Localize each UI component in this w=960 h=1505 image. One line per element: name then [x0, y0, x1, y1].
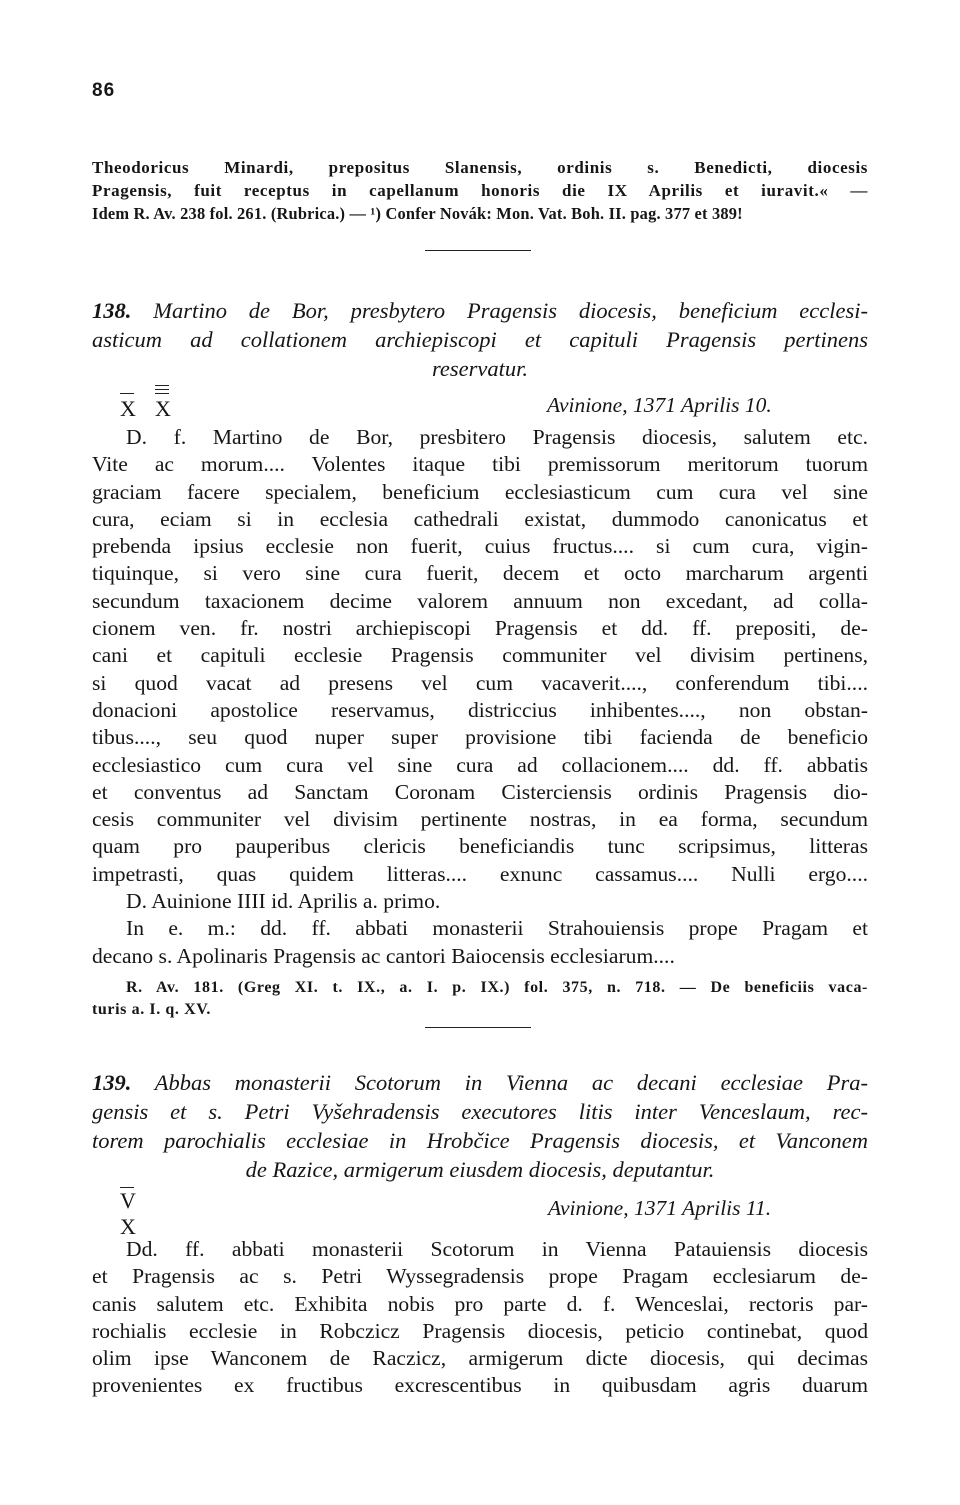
entry-138-siglum-left: X — [120, 396, 136, 421]
siglum-stroke — [155, 393, 169, 394]
body-line: canis salutem etc. Exhibita nobis pro parte d. f. Wenceslai, rectoris par- — [92, 1291, 868, 1316]
top-note-line-2: Pragensis, fuit receptus in capellanum honoris die IX Aprilis et iuravit.« — — [92, 181, 868, 200]
body-line: D. Auinione IIII id. Aprilis a. primo. — [126, 889, 441, 914]
entry-138-heading-line-2: asticum ad collationem archiepiscopi et capituli Pragensis pertinens — [92, 327, 868, 352]
entry-139-heading-line-3: torem parochialis ecclesiae in Hrobčice Pragensis diocesis, et Vanconem — [92, 1128, 868, 1153]
body-line: ecclesiastico cum cura vel sine cura ad collacionem.... dd. ff. abbatis — [92, 752, 868, 777]
body-line: Vite ac morum.... Volentes itaque tibi premissorum meritorum tuorum — [92, 452, 868, 477]
body-line: In e. m.: dd. ff. abbati monasterii Strahouiensis prope Pragam et — [126, 916, 868, 941]
entry-139-siglum-bottom: X — [120, 1214, 136, 1239]
separator-rule — [425, 250, 531, 251]
page-number: 86 — [92, 80, 116, 101]
entry-139-number: 139. — [92, 1070, 132, 1095]
body-line: et conventus ad Sanctam Coronam Cisterciensis ordinis Pragensis dio- — [92, 779, 868, 804]
body-line: secundum taxacionem decime valorem annuum non excedant, ad colla- — [92, 588, 868, 613]
body-line: et Pragensis ac s. Petri Wyssegradensis prope Pragam ecclesiarum de- — [92, 1264, 868, 1289]
entry-139-heading-line-2: gensis et s. Petri Vyšehradensis executores litis inter Venceslaum, rec- — [92, 1099, 868, 1124]
body-line: tibus...., seu quod nuper super provisione tibi facienda de beneficio — [92, 725, 868, 750]
entry-138-heading-line-1 — [92, 296, 868, 325]
siglum-stroke — [120, 393, 134, 394]
separator-rule — [425, 1027, 531, 1028]
body-line: olim ipse Wanconem de Raczicz, armigerum dicte diocesis, qui decimas — [92, 1346, 868, 1371]
body-line: rochialis ecclesie in Robczicz Pragensis diocesis, peticio continebat, quod — [92, 1318, 868, 1343]
entry-138-number: 138. — [92, 298, 132, 323]
body-line: quam pro pauperibus clericis beneficiandis tunc scripsimus, litteras — [92, 834, 868, 859]
entry-138-dateline: Avinione, 1371 Aprilis 10. — [547, 393, 772, 417]
body-line: provenientes ex fructibus excrescentibus in quibusdam agris duarum — [92, 1373, 868, 1398]
body-line: prebenda ipsius ecclesie non fuerit, cuius fructus.... si cum cura, vigin- — [92, 534, 868, 559]
entry-139-heading-line-1 — [92, 1068, 868, 1097]
body-line: cionem ven. fr. nostri archiepiscopi Pragensis et dd. ff. prepositi, de- — [92, 616, 868, 641]
body-line: si quod vacat ad presens vel cum vacaverit...., conferendum tibi.... — [92, 670, 868, 695]
body-line: tiquinque, si vero sine cura fuerit, decem et octo marcharum argenti — [92, 561, 868, 586]
body-line: D. f. Martino de Bor, presbitero Pragensis diocesis, salutem etc. — [126, 425, 868, 449]
entry-139-body — [92, 1236, 868, 1400]
top-note-line-1: Theodoricus Minardi, prepositus Slanensis, ordinis s. Benedicti, diocesis — [92, 158, 868, 177]
body-line: cesis communiter vel divisim pertinente nostras, in ea forma, secundum — [92, 807, 868, 832]
entry-139-dateline: Avinione, 1371 Aprilis 11. — [548, 1196, 772, 1220]
entry-138-source-note-line-2: turis a. I. q. XV. — [92, 1001, 211, 1018]
entry-138-heading-text-1: Martino de Bor, presbytero Pragensis diocesis, beneficium ecclesi- — [153, 298, 869, 323]
body-line: Dd. ff. abbati monasterii Scotorum in Vienna Patauiensis diocesis — [126, 1237, 868, 1261]
top-note-line-3: Idem R. Av. 238 fol. 261. (Rubrica.) — ¹) Confer Novák: Mon. Vat. Boh. II. pag. 377 et 389! — [92, 204, 743, 223]
entry-138-heading-line-3: reservatur. — [431, 356, 529, 381]
body-line: donacioni apostolice reservamus, districcius inhibentes...., non obstan- — [92, 697, 868, 722]
entry-139-heading-line-4: de Razice, armigerum eiusdem diocesis, deputantur. — [245, 1157, 715, 1182]
entry-138-source-note-line-1: R. Av. 181. (Greg XI. t. IX., a. I. p. IX.) fol. 375, n. 718. — De beneficiis vaca- — [126, 979, 868, 996]
entry-139-siglum-top: V — [120, 1188, 136, 1213]
body-line: impetrasti, quas quidem litteras.... exnunc cassamus.... Nulli ergo.... — [92, 861, 868, 886]
siglum-stroke — [155, 389, 169, 390]
siglum-stroke — [155, 385, 169, 386]
body-line: cura, eciam si in ecclesia cathedrali existat, dummodo canonicatus et — [92, 506, 868, 531]
body-line: cani et capituli ecclesie Pragensis communiter vel divisim pertinens, — [92, 643, 868, 668]
entry-139-heading-text-1: Abbas monasterii Scotorum in Vienna ac decani ecclesiae Pra- — [154, 1070, 869, 1095]
body-line: graciam facere specialem, beneficium ecclesiasticum cum cura vel sine — [92, 479, 868, 504]
entry-138-body — [92, 424, 868, 970]
body-line: decano s. Apolinaris Pragensis ac cantori Baiocensis ecclesiarum.... — [92, 943, 675, 968]
entry-138-siglum-right: X — [155, 396, 171, 421]
